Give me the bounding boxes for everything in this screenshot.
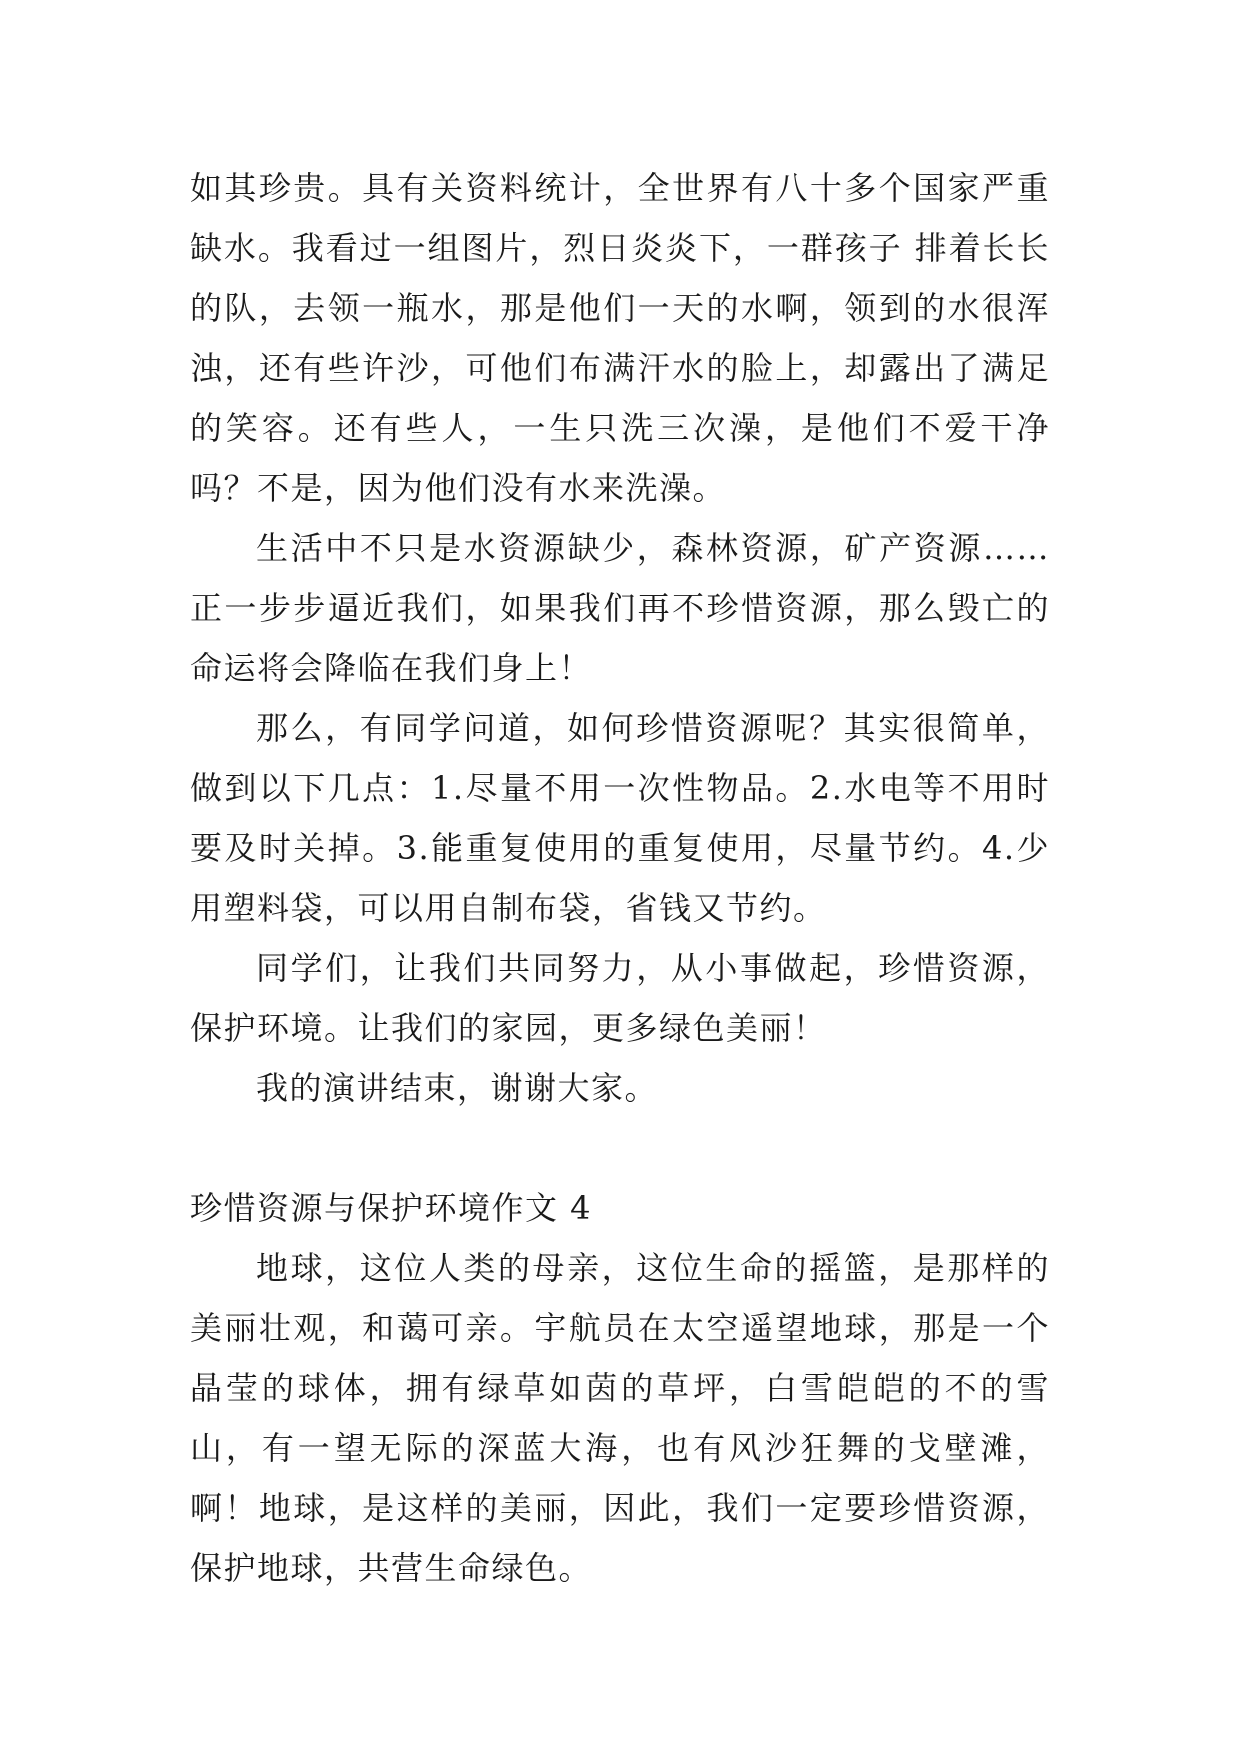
paragraph-closing: 我的演讲结束，谢谢大家。 [256, 1069, 659, 1107]
section-title: 珍惜资源与保护环境作文 4 [190, 1189, 593, 1227]
paragraph-how-to-save: 那么，有同学问道，如何珍惜资源呢？其实很简单，做到以下几点：1.尽量不用一次性物品。2.水电等不用时要及时关掉。3.能重复使用的重复使用，尽量节约。4.少用塑料袋，可以用自制布袋，省钱又节约。 [190, 709, 1050, 927]
paragraph-earth: 地球，这位人类的母亲，这位生命的摇篮，是那样的美丽壮观，和蔼可亲。宇航员在太空遥望地球，那是一个晶莹的球体，拥有绿草如茵的草坪，白雪皑皑的不的雪山，有一望无际的深蓝大海，也有风沙狂舞的戈壁滩，啊！地球，是这样的美丽，因此，我们一定要珍惜资源，保护地球，共营生命绿色。 [190, 1249, 1050, 1587]
document-body [190, 158, 1050, 1598]
paragraph-resource-shortage: 生活中不只是水资源缺少，森林资源，矿产资源……正一步步逼近我们，如果我们再不珍惜资源，那么毁亡的命运将会降临在我们身上！ [190, 529, 1050, 687]
paragraph-water-shortage: 如其珍贵。具有关资料统计，全世界有八十多个国家严重缺水。我看过一组图片，烈日炎炎下，一群孩子 排着长长的队，去领一瓶水，那是他们一天的水啊，领到的水很浑浊，还有些许沙，可他们布满汗水的脸上，却露出了满足的笑容。还有些人，一生只洗三次澡，是他们不爱干净吗？不是，因为他们没有水来洗澡。 [190, 169, 1050, 507]
paragraph-call-to-action: 同学们，让我们共同努力，从小事做起，珍惜资源，保护环境。让我们的家园，更多绿色美丽！ [190, 949, 1050, 1047]
